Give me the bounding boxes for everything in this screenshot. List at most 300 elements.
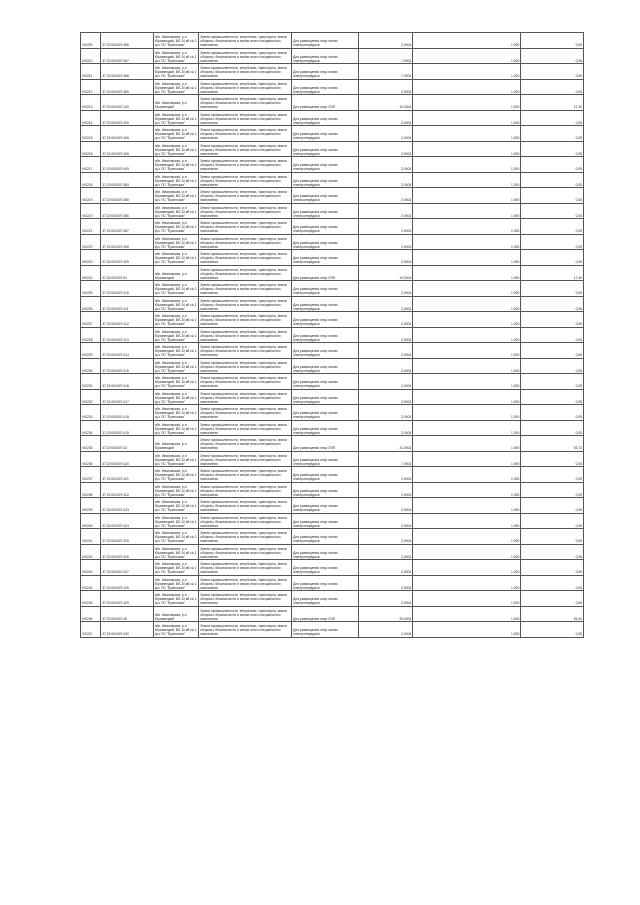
table-row bbox=[81, 79, 584, 95]
land-category: Земли промышленности, энергетики, транспорта, земли обороны, безопасности и земли иного специального назначения bbox=[199, 389, 292, 405]
cadastral-number: 37:22:000407:429 bbox=[101, 591, 154, 607]
coefficient-value: 1,000 bbox=[413, 622, 521, 638]
coefficient-value: 1,000 bbox=[413, 575, 521, 591]
land-category: Земли промышленности, энергетики, транспорта, земли обороны, безопасности и земли иного специального назначения bbox=[199, 141, 292, 157]
cost-value: 0,05 bbox=[521, 451, 584, 467]
row-code: VI0290 bbox=[81, 33, 101, 49]
coefficient-value: 1,000 bbox=[413, 79, 521, 95]
permitted-use: Для размещения опор линии электропередачи bbox=[292, 126, 359, 142]
row-code: VI0213 bbox=[81, 95, 101, 111]
cadastral-number: 37:22:000407:406 bbox=[101, 126, 154, 142]
coefficient-value: 1,000 bbox=[413, 312, 521, 328]
table-row bbox=[81, 327, 584, 343]
cost-value: 0,05 bbox=[521, 405, 584, 421]
coefficient-value: 1,000 bbox=[413, 281, 521, 297]
cost-value: 0,05 bbox=[521, 591, 584, 607]
cadastral-number: 37:22:000407:427 bbox=[101, 560, 154, 576]
table-row bbox=[81, 33, 584, 49]
area-value: 2,0004 bbox=[358, 498, 413, 514]
cost-value: 0,05 bbox=[521, 498, 584, 514]
row-code: VI0246 bbox=[81, 606, 101, 622]
coefficient-value: 1,000 bbox=[413, 498, 521, 514]
coefficient-value: 1,000 bbox=[413, 482, 521, 498]
table-row bbox=[81, 234, 584, 250]
row-code: VI0240 bbox=[81, 513, 101, 529]
cost-value: 0,05 bbox=[521, 327, 584, 343]
table-row bbox=[81, 436, 584, 452]
table-row bbox=[81, 560, 584, 576]
cadastral-number: 37:22:000407:384 bbox=[101, 172, 154, 188]
permitted-use: Для размещения опор линии электропередачи bbox=[292, 327, 359, 343]
location: обл. Ивановская, р-н Юрьевецкий, ВЛ-10 кВ № 1 ф-с ПС "Ёрзенская" bbox=[153, 575, 198, 591]
table-row bbox=[81, 343, 584, 359]
coefficient-value: 1,000 bbox=[413, 436, 521, 452]
land-category: Земли промышленности, энергетики, транспорта, земли обороны, безопасности и земли иного специального назначения bbox=[199, 374, 292, 390]
row-code: VI0245 bbox=[81, 591, 101, 607]
cost-value: 17,40 bbox=[521, 95, 584, 111]
row-code: VI0224 bbox=[81, 265, 101, 281]
permitted-use: Для размещения опор линии электропередачи bbox=[292, 110, 359, 126]
land-category: Земли промышленности, энергетики, транспорта, земли обороны, безопасности и земли иного специального назначения bbox=[199, 544, 292, 560]
permitted-use: Для размещения опор линии электропередачи bbox=[292, 467, 359, 483]
permitted-use: Для размещения опор линии электропередачи bbox=[292, 48, 359, 64]
location: обл. Ивановская, р-н Юрьевецкий, ВЛ-10 кВ № 1 ф-с ПС "Ёрзенская" bbox=[153, 141, 198, 157]
land-category: Земли промышленности, энергетики, транспорта, земли обороны, безопасности и земли иного специального назначения bbox=[199, 591, 292, 607]
land-category: Земли промышленности, энергетики, транспорта, земли обороны, безопасности и земли иного специального назначения bbox=[199, 79, 292, 95]
row-code: VI0243 bbox=[81, 560, 101, 576]
cadastral-number: 37:22:000407:385 bbox=[101, 188, 154, 204]
location: обл. Ивановская, р-н Юрьевецкий, ВЛ-10 кВ № 1 ф-с ПС "Ёрзенская" bbox=[153, 358, 198, 374]
cadastral-number: 37:22:000407:418 bbox=[101, 405, 154, 421]
table-row bbox=[81, 141, 584, 157]
cadastral-number: 37:22:000407:45 bbox=[101, 606, 154, 622]
cost-value: 0,05 bbox=[521, 389, 584, 405]
cost-value: 0,05 bbox=[521, 529, 584, 545]
row-code: VI0225 bbox=[81, 281, 101, 297]
cadastral-number: 37:22:000407:408 bbox=[101, 234, 154, 250]
land-category: Земли промышленности, энергетики, транспорта, земли обороны, безопасности и земли иного специального назначения bbox=[199, 343, 292, 359]
table-row bbox=[81, 312, 584, 328]
coefficient-value: 1,000 bbox=[413, 219, 521, 235]
table-row bbox=[81, 250, 584, 266]
table-row bbox=[81, 157, 584, 173]
area-value: 2,0004 bbox=[358, 622, 413, 638]
row-code: VI0232 bbox=[81, 389, 101, 405]
row-code: VI0216 bbox=[81, 141, 101, 157]
cadastral-number: 37:22:000407:421 bbox=[101, 467, 154, 483]
cadastral-number: 37:22:000407:413 bbox=[101, 327, 154, 343]
location: обл. Ивановская, р-н Юрьевецкий, ВЛ-10 кВ № 1 ф-с ПС "Ёрзенская" bbox=[153, 405, 198, 421]
area-value: 10,0004 bbox=[358, 265, 413, 281]
land-category: Земли промышленности, энергетики, транспорта, земли обороны, безопасности и земли иного специального назначения bbox=[199, 250, 292, 266]
permitted-use: Для размещения опор линии электропередачи bbox=[292, 405, 359, 421]
coefficient-value: 1,000 bbox=[413, 172, 521, 188]
coefficient-value: 1,000 bbox=[413, 64, 521, 80]
permitted-use: Для размещения опор линии электропередачи bbox=[292, 141, 359, 157]
cadastral-number: 37:22:000407:408 bbox=[101, 141, 154, 157]
cost-value: 0,05 bbox=[521, 172, 584, 188]
coefficient-value: 1,000 bbox=[413, 157, 521, 173]
cost-value: 0,05 bbox=[521, 467, 584, 483]
location: обл. Ивановская, р-н Юрьевецкий, ВЛ-10 кВ № 1 ф-с ПС "Ёрзенская" bbox=[153, 389, 198, 405]
cadastral-number: 37:22:000407:426 bbox=[101, 544, 154, 560]
land-category: Земли промышленности, энергетики, транспорта, земли обороны, безопасности и земли иного специального назначения bbox=[199, 451, 292, 467]
permitted-use: Для размещения опор линии электропередачи bbox=[292, 172, 359, 188]
table-row bbox=[81, 64, 584, 80]
area-value: 2,0004 bbox=[358, 281, 413, 297]
land-category: Земли промышленности, энергетики, транспорта, земли обороны, безопасности и земли иного специального назначения bbox=[199, 296, 292, 312]
location: обл. Ивановская, р-н Юрьевецкий, ВЛ-10 кВ № 1 ф-с ПС "Ёрзенская" bbox=[153, 281, 198, 297]
permitted-use: Для размещения опор линии электропередачи bbox=[292, 560, 359, 576]
row-code: VI0238 bbox=[81, 482, 101, 498]
row-code: VI0222 bbox=[81, 234, 101, 250]
row-code: VI0230 bbox=[81, 358, 101, 374]
cost-value: 0,05 bbox=[521, 343, 584, 359]
land-category: Земли промышленности, энергетики, транспорта, земли обороны, безопасности и земли иного специального назначения bbox=[199, 33, 292, 49]
coefficient-value: 1,000 bbox=[413, 296, 521, 312]
area-value: 2,0004 bbox=[358, 157, 413, 173]
land-category: Земли промышленности, энергетики, транспорта, земли обороны, безопасности и земли иного специального назначения bbox=[199, 312, 292, 328]
land-category: Земли промышленности, энергетики, транспорта, земли обороны, безопасности и земли иного специального назначения bbox=[199, 529, 292, 545]
land-category: Земли промышленности, энергетики, транспорта, земли обороны, безопасности и земли иного специального назначения bbox=[199, 622, 292, 638]
area-value: 2,0004 bbox=[358, 405, 413, 421]
location: обл. Ивановская, р-н Юрьевецкий, ВЛ-10 кВ № 1 ф-с ПС "Ёрзенская" bbox=[153, 529, 198, 545]
coefficient-value: 1,000 bbox=[413, 327, 521, 343]
area-value: 2,0004 bbox=[358, 33, 413, 49]
location: обл. Ивановская, р-н Юрьевецкий, ВЛ-10 кВ № 1 ф-с ПС "Ёрзенская" bbox=[153, 188, 198, 204]
table-row bbox=[81, 95, 584, 111]
permitted-use: Для размещения опор линии электропередачи bbox=[292, 544, 359, 560]
cadastral-number: 37:22:000407:410 bbox=[101, 281, 154, 297]
coefficient-value: 1,000 bbox=[413, 188, 521, 204]
land-category: Земли промышленности, энергетики, транспорта, земли обороны, безопасности и земли иного специального назначения bbox=[199, 575, 292, 591]
cost-value: 0,05 bbox=[521, 203, 584, 219]
cost-value: 0,05 bbox=[521, 250, 584, 266]
land-category: Земли промышленности, энергетики, транспорта, земли обороны, безопасности и земли иного специального назначения bbox=[199, 513, 292, 529]
area-value: 2,0004 bbox=[358, 389, 413, 405]
table-row bbox=[81, 126, 584, 142]
coefficient-value: 1,000 bbox=[413, 389, 521, 405]
coefficient-value: 1,000 bbox=[413, 110, 521, 126]
cadastral-number: 37:22:000407:386 bbox=[101, 203, 154, 219]
cadastral-number: 37:22:000407:412 bbox=[101, 312, 154, 328]
permitted-use: Для размещения опор линии электропередачи bbox=[292, 188, 359, 204]
land-category: Земли промышленности, энергетики, транспорта, земли обороны, безопасности и земли иного специального назначения bbox=[199, 188, 292, 204]
cost-value: 0,05 bbox=[521, 374, 584, 390]
cost-value: 0,05 bbox=[521, 358, 584, 374]
cost-value: 0,05 bbox=[521, 296, 584, 312]
permitted-use: Для размещения опор линии электропередачи bbox=[292, 451, 359, 467]
row-code: VI0223 bbox=[81, 250, 101, 266]
land-category: Земли промышленности, энергетики, транспорта, земли обороны, безопасности и земли иного специального назначения bbox=[199, 265, 292, 281]
location: обл. Ивановская, р-н Юрьевецкий, ВЛ-10 кВ № 1 ф-с ПС "Ёрзенская" bbox=[153, 172, 198, 188]
cost-value: 51,54 bbox=[521, 606, 584, 622]
location: обл. Ивановская, р-н Юрьевецкий bbox=[153, 265, 198, 281]
permitted-use: Для размещения опор линии электропередачи bbox=[292, 374, 359, 390]
cost-value: 0,05 bbox=[521, 234, 584, 250]
cost-value: 0,05 bbox=[521, 312, 584, 328]
row-code: VI0231 bbox=[81, 374, 101, 390]
table-row bbox=[81, 405, 584, 421]
table-row bbox=[81, 188, 584, 204]
cadastral-number: 37:22:000407:422 bbox=[101, 482, 154, 498]
land-category: Земли промышленности, энергетики, транспорта, земли обороны, безопасности и земли иного специального назначения bbox=[199, 405, 292, 421]
permitted-use: Для размещения опор линии электропередачи bbox=[292, 622, 359, 638]
location: обл. Ивановская, р-н Юрьевецкий, ВЛ-10 кВ № 1 ф-с ПС "Ёрзенская" bbox=[153, 591, 198, 607]
location: обл. Ивановская, р-н Юрьевецкий, ВЛ-10 кВ № 1 ф-с ПС "Ёрзенская" bbox=[153, 560, 198, 576]
cadastral-number: 37:22:000407:430 bbox=[101, 622, 154, 638]
cadastral-number: 37:22:000407:367 bbox=[101, 48, 154, 64]
permitted-use: Для размещения опор линии электропередачи bbox=[292, 482, 359, 498]
cadastral-number: 37:22:000407:428 bbox=[101, 575, 154, 591]
row-code: VI0242 bbox=[81, 544, 101, 560]
location: обл. Ивановская, р-н Юрьевецкий, ВЛ-10 кВ № 1 ф-с ПС "Ёрзенская" bbox=[153, 312, 198, 328]
location: обл. Ивановская, р-н Юрьевецкий, ВЛ-10 кВ № 1 ф-с ПС "Ёрзенская" bbox=[153, 219, 198, 235]
coefficient-value: 1,000 bbox=[413, 513, 521, 529]
area-value: 2,0004 bbox=[358, 296, 413, 312]
cadastral-number: 37:22:000407:423 bbox=[101, 498, 154, 514]
cost-value: 0,05 bbox=[521, 482, 584, 498]
area-value: 2,0004 bbox=[358, 79, 413, 95]
cadastral-number: 37:22:000407:409 bbox=[101, 157, 154, 173]
area-value: 2,0004 bbox=[358, 482, 413, 498]
area-value: 2,0004 bbox=[358, 327, 413, 343]
coefficient-value: 1,000 bbox=[413, 451, 521, 467]
row-code: VI0237 bbox=[81, 467, 101, 483]
land-category: Земли промышленности, энергетики, транспорта, земли обороны, безопасности и земли иного специального назначения bbox=[199, 358, 292, 374]
area-value: 2,0004 bbox=[358, 591, 413, 607]
area-value: 2,0004 bbox=[358, 374, 413, 390]
coefficient-value: 1,000 bbox=[413, 250, 521, 266]
cadastral-number: 37:22:000407:140 bbox=[101, 95, 154, 111]
row-code: VI0217 bbox=[81, 157, 101, 173]
land-category: Земли промышленности, энергетики, транспорта, земли обороны, безопасности и земли иного специального назначения bbox=[199, 467, 292, 483]
land-category: Земли промышленности, энергетики, транспорта, земли обороны, безопасности и земли иного специального назначения bbox=[199, 64, 292, 80]
coefficient-value: 1,000 bbox=[413, 467, 521, 483]
land-category: Земли промышленности, энергетики, транспорта, земли обороны, безопасности и земли иного специального назначения bbox=[199, 327, 292, 343]
coefficient-value: 1,000 bbox=[413, 141, 521, 157]
cadastral-number: 37:22:000407:414 bbox=[101, 343, 154, 359]
area-value: 2,0004 bbox=[358, 529, 413, 545]
location: обл. Ивановская, р-н Юрьевецкий, ВЛ-10 кВ № 1 ф-с ПС "Ёрзенская" bbox=[153, 79, 198, 95]
area-value: 7,0004 bbox=[358, 48, 413, 64]
cost-value: 0,05 bbox=[521, 544, 584, 560]
row-code: VI0227 bbox=[81, 312, 101, 328]
location: обл. Ивановская, р-н Юрьевецкий, ВЛ-10 кВ № 1 ф-с ПС "Ёрзенская" bbox=[153, 48, 198, 64]
location: обл. Ивановская, р-н Юрьевецкий bbox=[153, 95, 198, 111]
cadastral-number: 37:22:000407:369 bbox=[101, 79, 154, 95]
coefficient-value: 1,000 bbox=[413, 591, 521, 607]
row-code: VI0229 bbox=[81, 343, 101, 359]
permitted-use: Для размещения опор линии электропередачи bbox=[292, 575, 359, 591]
location: обл. Ивановская, р-н Юрьевецкий, ВЛ-10 кВ № 1 ф-с ПС "Ёрзенская" bbox=[153, 33, 198, 49]
row-code: VI0226 bbox=[81, 296, 101, 312]
table-row bbox=[81, 374, 584, 390]
land-category: Земли промышленности, энергетики, транспорта, земли обороны, безопасности и земли иного специального назначения bbox=[199, 436, 292, 452]
coefficient-value: 1,000 bbox=[413, 33, 521, 49]
land-category: Земли промышленности, энергетики, транспорта, земли обороны, безопасности и земли иного специального назначения bbox=[199, 234, 292, 250]
cost-value: 0,05 bbox=[521, 188, 584, 204]
area-value: 2,0004 bbox=[358, 250, 413, 266]
table-row bbox=[81, 622, 584, 638]
cost-value: 0,05 bbox=[521, 141, 584, 157]
cost-value: 0,05 bbox=[521, 622, 584, 638]
permitted-use: Для размещения опор линии электропередачи bbox=[292, 79, 359, 95]
area-value: 2,0004 bbox=[358, 312, 413, 328]
location: обл. Ивановская, р-н Юрьевецкий, ВЛ-10 кВ № 1 ф-с ПС "Ёрзенская" bbox=[153, 467, 198, 483]
cost-value: 0,05 bbox=[521, 126, 584, 142]
row-code: VI0210 bbox=[81, 48, 101, 64]
row-code: VI0215 bbox=[81, 126, 101, 142]
row-code: VI0235 bbox=[81, 436, 101, 452]
coefficient-value: 1,000 bbox=[413, 529, 521, 545]
table-row bbox=[81, 467, 584, 483]
permitted-use: Для размещения опор линии электропередачи bbox=[292, 498, 359, 514]
location: обл. Ивановская, р-н Юрьевецкий, ВЛ-10 кВ № 1 ф-с ПС "Ёрзенская" bbox=[153, 234, 198, 250]
permitted-use: Для размещения опор ЛЭП bbox=[292, 265, 359, 281]
cost-value: 17,40 bbox=[521, 265, 584, 281]
table-row bbox=[81, 389, 584, 405]
permitted-use: Для размещения опор линии электропередачи bbox=[292, 234, 359, 250]
land-plot-table-sheet bbox=[80, 32, 584, 638]
area-value: 2,0004 bbox=[358, 513, 413, 529]
area-value: 2,0004 bbox=[358, 203, 413, 219]
land-category: Земли промышленности, энергетики, транспорта, земли обороны, безопасности и земли иного специального назначения bbox=[199, 498, 292, 514]
area-value: 2,0004 bbox=[358, 188, 413, 204]
table-row bbox=[81, 575, 584, 591]
cadastral-number: 37:22:000407:411 bbox=[101, 296, 154, 312]
location: обл. Ивановская, р-н Юрьевецкий, ВЛ-10 кВ № 1 ф-с ПС "Ёрзенская" bbox=[153, 498, 198, 514]
area-value: 2,0004 bbox=[358, 358, 413, 374]
land-category: Земли промышленности, энергетики, транспорта, земли обороны, безопасности и земли иного специального назначения bbox=[199, 203, 292, 219]
land-category: Земли промышленности, энергетики, транспорта, земли обороны, безопасности и земли иного специального назначения bbox=[199, 95, 292, 111]
coefficient-value: 1,000 bbox=[413, 560, 521, 576]
row-code: VI0241 bbox=[81, 529, 101, 545]
area-value: 2,0004 bbox=[358, 544, 413, 560]
cadastral-number: 37:22:000407:420 bbox=[101, 451, 154, 467]
row-code: VI0221 bbox=[81, 219, 101, 235]
cadastral-number: 37:22:000407:387 bbox=[101, 219, 154, 235]
land-category: Земли промышленности, энергетики, транспорта, земли обороны, безопасности и земли иного специального назначения bbox=[199, 126, 292, 142]
area-value: 2,0004 bbox=[358, 467, 413, 483]
land-category: Земли промышленности, энергетики, транспорта, земли обороны, безопасности и земли иного специального назначения bbox=[199, 281, 292, 297]
cadastral-number: 37:22:000407:425 bbox=[101, 529, 154, 545]
permitted-use: Для размещения опор ЛЭП bbox=[292, 606, 359, 622]
table-row bbox=[81, 451, 584, 467]
area-value: 31,0004 bbox=[358, 436, 413, 452]
area-value: 29,0004 bbox=[358, 606, 413, 622]
cost-value: 0,05 bbox=[521, 64, 584, 80]
coefficient-value: 1,000 bbox=[413, 358, 521, 374]
cost-value: 0,05 bbox=[521, 33, 584, 49]
permitted-use: Для размещения опор линии электропередачи bbox=[292, 529, 359, 545]
land-plot-table bbox=[80, 32, 584, 638]
location: обл. Ивановская, р-н Юрьевецкий, ВЛ-10 кВ № 1 ф-с ПС "Ёрзенская" bbox=[153, 296, 198, 312]
location: обл. Ивановская, р-н Юрьевецкий, ВЛ-10 кВ № 1 ф-с ПС "Ёрзенская" bbox=[153, 374, 198, 390]
cost-value: 0,05 bbox=[521, 420, 584, 436]
row-code: VI0220 bbox=[81, 203, 101, 219]
table-row bbox=[81, 265, 584, 281]
land-category: Земли промышленности, энергетики, транспорта, земли обороны, безопасности и земли иного специального назначения bbox=[199, 420, 292, 436]
row-code: VI0236 bbox=[81, 451, 101, 467]
area-value: 2,0004 bbox=[358, 234, 413, 250]
permitted-use: Для размещения опор линии электропередачи bbox=[292, 219, 359, 235]
cadastral-number: 37:22:000407:419 bbox=[101, 420, 154, 436]
location: обл. Ивановская, р-н Юрьевецкий, ВЛ-10 кВ № 1 ф-с ПС "Ёрзенская" bbox=[153, 250, 198, 266]
land-category: Земли промышленности, энергетики, транспорта, земли обороны, безопасности и земли иного специального назначения bbox=[199, 560, 292, 576]
permitted-use: Для размещения опор линии электропередачи bbox=[292, 389, 359, 405]
permitted-use: Для размещения опор ЛЭП bbox=[292, 436, 359, 452]
location: обл. Ивановская, р-н Юрьевецкий, ВЛ-10 кВ № 1 ф-с ПС "Ёрзенская" bbox=[153, 203, 198, 219]
location: обл. Ивановская, р-н Юрьевецкий, ВЛ-10 кВ № 1 ф-с ПС "Ёрзенская" bbox=[153, 622, 198, 638]
area-value: 7,0004 bbox=[358, 451, 413, 467]
coefficient-value: 1,000 bbox=[413, 126, 521, 142]
row-code: VI0247 bbox=[81, 622, 101, 638]
coefficient-value: 1,000 bbox=[413, 234, 521, 250]
area-value: 7,0004 bbox=[358, 64, 413, 80]
table-row bbox=[81, 48, 584, 64]
cadastral-number: 37:22:000407:424 bbox=[101, 513, 154, 529]
permitted-use: Для размещения опор линии электропередачи bbox=[292, 591, 359, 607]
permitted-use: Для размещения опор ЛЭП bbox=[292, 95, 359, 111]
location: обл. Ивановская, р-н Юрьевецкий, ВЛ-10 кВ № 1 ф-с ПС "Ёрзенская" bbox=[153, 513, 198, 529]
coefficient-value: 1,000 bbox=[413, 203, 521, 219]
permitted-use: Для размещения опор линии электропередачи bbox=[292, 64, 359, 80]
area-value: 10,0004 bbox=[358, 95, 413, 111]
permitted-use: Для размещения опор линии электропередачи bbox=[292, 33, 359, 49]
cost-value: 0,05 bbox=[521, 560, 584, 576]
cost-value: 0,05 bbox=[521, 219, 584, 235]
land-category: Земли промышленности, энергетики, транспорта, земли обороны, безопасности и земли иного специального назначения bbox=[199, 157, 292, 173]
row-code: VI0239 bbox=[81, 498, 101, 514]
cadastral-number: 37:22:000407:409 bbox=[101, 250, 154, 266]
permitted-use: Для размещения опор линии электропередачи bbox=[292, 420, 359, 436]
cost-value: 0,05 bbox=[521, 575, 584, 591]
area-value: 2,0004 bbox=[358, 343, 413, 359]
coefficient-value: 1,000 bbox=[413, 420, 521, 436]
location: обл. Ивановская, р-н Юрьевецкий, ВЛ-10 кВ № 1 ф-с ПС "Ёрзенская" bbox=[153, 327, 198, 343]
cadastral-number: 37:22:000407:416 bbox=[101, 374, 154, 390]
area-value: 2,0004 bbox=[358, 126, 413, 142]
table-row bbox=[81, 529, 584, 545]
permitted-use: Для размещения опор линии электропередачи bbox=[292, 250, 359, 266]
table-row bbox=[81, 110, 584, 126]
cadastral-number: 37:22:000407:368 bbox=[101, 64, 154, 80]
land-category: Земли промышленности, энергетики, транспорта, земли обороны, безопасности и земли иного специального назначения bbox=[199, 110, 292, 126]
row-code: VI0214 bbox=[81, 110, 101, 126]
table-row bbox=[81, 482, 584, 498]
row-code: VI0219 bbox=[81, 188, 101, 204]
area-value: 2,0004 bbox=[358, 141, 413, 157]
location: обл. Ивановская, р-н Юрьевецкий, ВЛ-10 кВ № 1 ф-с ПС "Ёрзенская" bbox=[153, 64, 198, 80]
table-row bbox=[81, 296, 584, 312]
cost-value: 0,05 bbox=[521, 281, 584, 297]
land-category: Земли промышленности, энергетики, транспорта, земли обороны, безопасности и земли иного специального назначения bbox=[199, 48, 292, 64]
location: обл. Ивановская, р-н Юрьевецкий, ВЛ-10 кВ № 1 ф-с ПС "Ёрзенская" bbox=[153, 451, 198, 467]
table-row bbox=[81, 544, 584, 560]
cost-value: 0,05 bbox=[521, 157, 584, 173]
permitted-use: Для размещения опор линии электропередачи bbox=[292, 312, 359, 328]
land-category: Земли промышленности, энергетики, транспорта, земли обороны, безопасности и земли иного специального назначения bbox=[199, 172, 292, 188]
table-row bbox=[81, 513, 584, 529]
table-row bbox=[81, 219, 584, 235]
location: обл. Ивановская, р-н Юрьевецкий, ВЛ-10 кВ № 1 ф-с ПС "Ёрзенская" bbox=[153, 126, 198, 142]
coefficient-value: 1,000 bbox=[413, 374, 521, 390]
table-row bbox=[81, 606, 584, 622]
cadastral-number: 37:22:000407:405 bbox=[101, 110, 154, 126]
area-value: 2,0004 bbox=[358, 575, 413, 591]
table-body bbox=[81, 33, 584, 638]
